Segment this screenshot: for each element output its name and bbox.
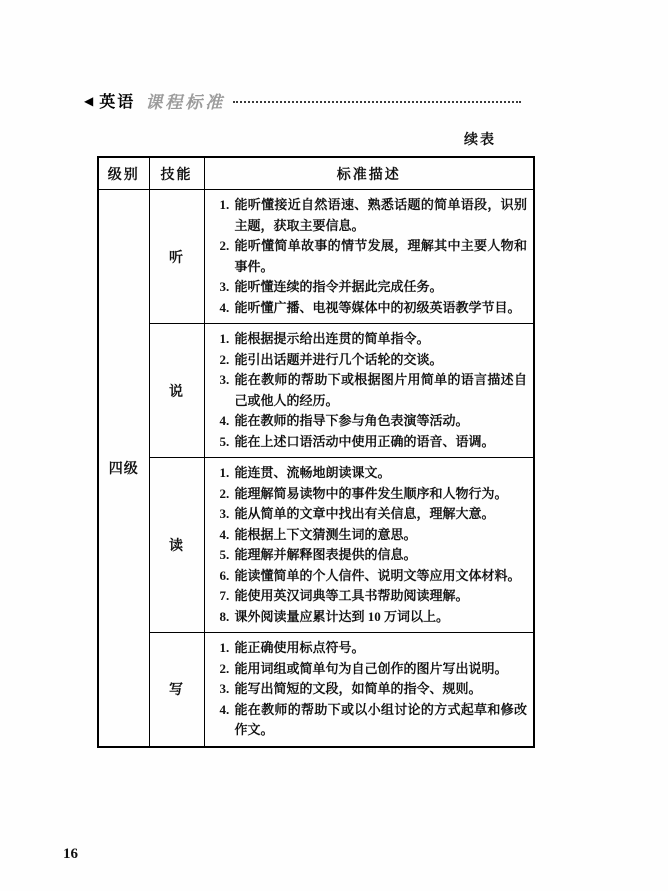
skill-cell: 说 [149, 324, 204, 458]
description-cell [204, 190, 534, 324]
col-header-level: 级别 [98, 157, 149, 190]
standard-item: 8. 课外阅读量应累计达到 10 万词以上。 [233, 607, 528, 628]
standard-item: 4. 能根据上下文猜测生词的意思。 [233, 525, 528, 546]
skill-cell: 听 [149, 190, 204, 324]
description-cell [204, 633, 534, 747]
skill-row [98, 190, 534, 324]
standard-item: 1. 能听懂接近自然语速、熟悉话题的简单语段，识别主题，获取主要信息。 [233, 195, 528, 236]
standard-item: 1. 能正确使用标点符号。 [233, 638, 528, 659]
standard-item: 3. 能写出简短的文段，如简单的指令、规则。 [233, 679, 528, 700]
description-cell [204, 458, 534, 633]
page-number: 16 [63, 846, 78, 862]
standard-item: 4. 能在教师的指导下参与角色表演等活动。 [233, 411, 528, 432]
standard-item: 5. 能在上述口语活动中使用正确的语音、语调。 [233, 432, 528, 453]
standards-table [97, 156, 535, 748]
left-triangle-icon: ◀ [84, 93, 94, 108]
description-list [209, 195, 528, 318]
running-head-subject: 英语 [99, 94, 136, 111]
skill-cell: 读 [149, 458, 204, 633]
standard-item: 2. 能用词组或简单句为自己创作的图片写出说明。 [233, 659, 528, 680]
standard-item: 2. 能听懂简单故事的情节发展，理解其中主要人物和事件。 [233, 236, 528, 277]
standard-item: 4. 能在教师的帮助下或以小组讨论的方式起草和修改作文。 [233, 700, 528, 741]
standard-item: 2. 能理解简易读物中的事件发生顺序和人物行为。 [233, 484, 528, 505]
continuation-label: 续表 [464, 133, 496, 148]
skill-row [98, 633, 534, 747]
standard-item: 7. 能使用英汉词典等工具书帮助阅读理解。 [233, 586, 528, 607]
standard-item: 6. 能读懂简单的个人信件、说明文等应用文体材料。 [233, 566, 528, 587]
skill-row [98, 458, 534, 633]
standard-item: 1. 能连贯、流畅地朗读课文。 [233, 463, 528, 484]
description-list [209, 463, 528, 627]
running-head [84, 88, 521, 113]
running-head-series-title: 课程标准 [145, 93, 226, 112]
dotted-rule [233, 101, 521, 103]
standard-item: 3. 能从简单的文章中找出有关信息，理解大意。 [233, 504, 528, 525]
table-header-row [98, 157, 534, 190]
standard-item: 5. 能理解并解释图表提供的信息。 [233, 545, 528, 566]
description-cell [204, 324, 534, 458]
skill-cell: 写 [149, 633, 204, 747]
standard-item: 2. 能引出话题并进行几个话轮的交谈。 [233, 350, 528, 371]
standard-item: 3. 能听懂连续的指令并据此完成任务。 [233, 277, 528, 298]
standard-item: 1. 能根据提示给出连贯的简单指令。 [233, 329, 528, 350]
standard-item: 3. 能在教师的帮助下或根据图片用简单的语言描述自己或他人的经历。 [233, 370, 528, 411]
level-cell: 四级 [98, 190, 149, 747]
standard-item: 4. 能听懂广播、电视等媒体中的初级英语教学节目。 [233, 298, 528, 319]
col-header-skill: 技能 [149, 157, 204, 190]
description-list [209, 329, 528, 452]
col-header-description: 标准描述 [204, 157, 534, 190]
skill-row [98, 324, 534, 458]
description-list [209, 638, 528, 741]
